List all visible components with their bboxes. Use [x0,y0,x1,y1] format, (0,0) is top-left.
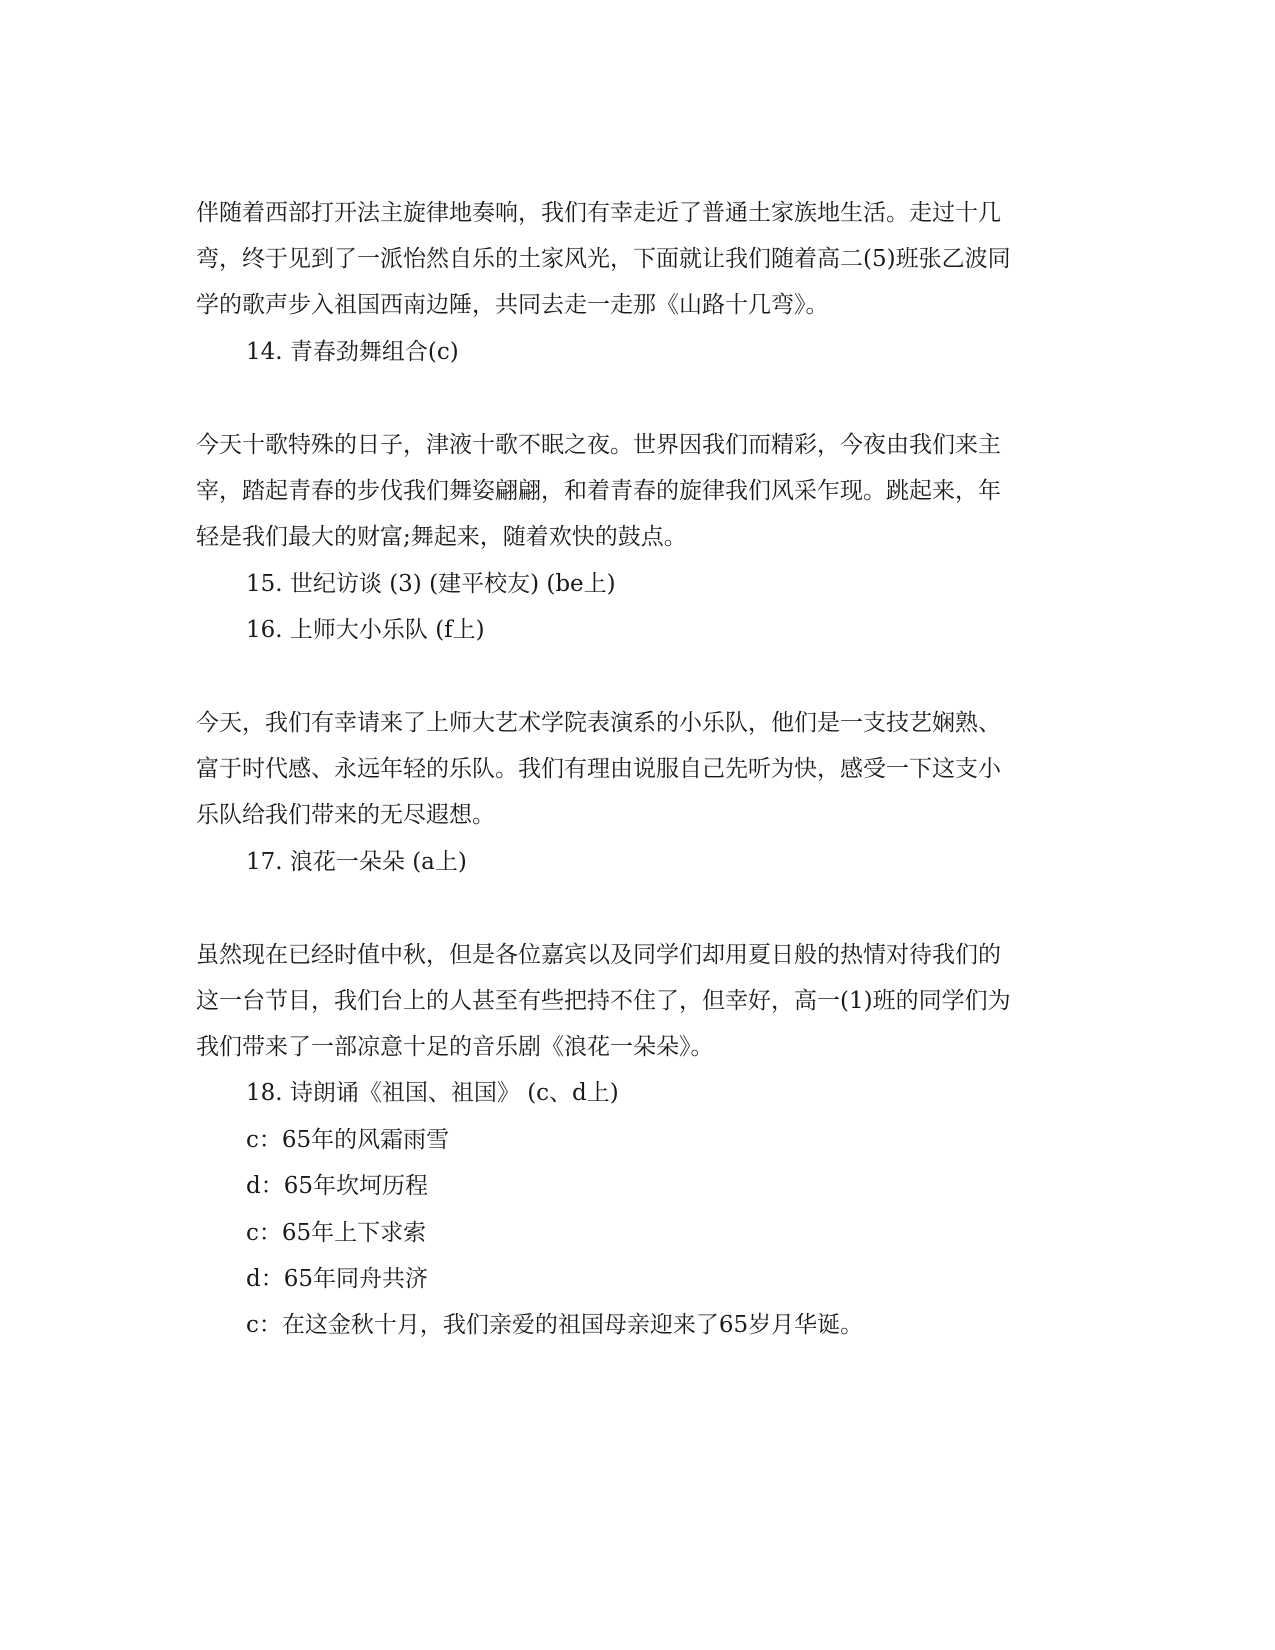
paragraph-line: 宰，踏起青春的步伐我们舞姿翩翩，和着青春的旋律我们风采乍现。跳起来，年 [196,478,1001,504]
paragraph-line: 这一台节目，我们台上的人甚至有些把持不住了，但幸好，高一(1)班的同学们为 [196,988,1011,1014]
paragraph-line: 乐队给我们带来的无尽遐想。 [196,802,495,828]
paragraph-line: 我们带来了一部凉意十足的音乐剧《浪花一朵朵》。 [196,1034,714,1060]
paragraph-line: 轻是我们最大的财富;舞起来，随着欢快的鼓点。 [196,524,687,550]
paragraph-line: 学的歌声步入祖国西南边陲，共同去走一走那《山路十几弯》。 [196,292,829,318]
program-item: 15. 世纪访谈 (3) (建平校友) (be上) [246,571,616,597]
paragraph-line: 今天，我们有幸请来了上师大艺术学院表演系的小乐队，他们是一支技艺娴熟、 [196,710,1001,736]
dialogue-line: d：65年同舟共济 [246,1266,428,1292]
dialogue-line: d：65年坎坷历程 [246,1173,428,1199]
program-item: 18. 诗朗诵《祖国、祖国》 (c、d上) [246,1080,619,1106]
program-item: 17. 浪花一朵朵 (a上) [246,849,467,875]
program-item: 14. 青春劲舞组合(c) [246,339,459,365]
program-item: 16. 上师大小乐队 (f上) [246,617,485,643]
paragraph-line: 今天十歌特殊的日子，津液十歌不眠之夜。世界因我们而精彩，今夜由我们来主 [196,432,1001,458]
paragraph-line: 富于时代感、永远年轻的乐队。我们有理由说服自己先听为快，感受一下这支小 [196,756,1001,782]
paragraph-line: 伴随着西部打开法主旋律地奏响，我们有幸走近了普通土家族地生活。走过十几 [196,200,1001,226]
paragraph-line: 弯，终于见到了一派怡然自乐的土家风光，下面就让我们随着高二(5)班张乙波同 [196,246,1011,272]
dialogue-line: c：在这金秋十月，我们亲爱的祖国母亲迎来了65岁月华诞。 [246,1312,864,1338]
paragraph-line: 虽然现在已经时值中秋，但是各位嘉宾以及同学们却用夏日般的热情对待我们的 [196,942,1001,968]
dialogue-line: c：65年上下求索 [246,1220,427,1246]
dialogue-line: c：65年的风霜雨雪 [246,1127,450,1153]
